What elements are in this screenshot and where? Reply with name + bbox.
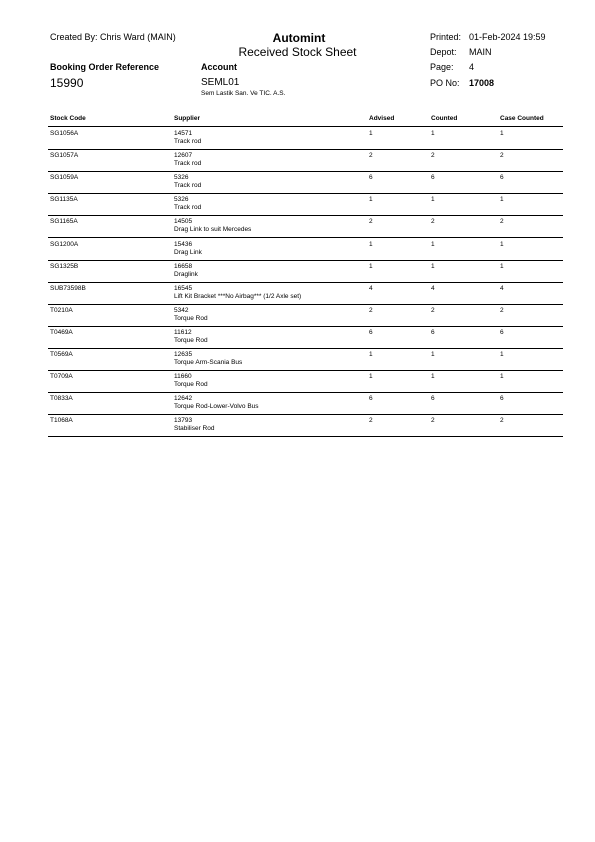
item-description: Torque Rod [174, 381, 208, 389]
stock-code: T0709A [50, 373, 73, 381]
item-description: Torque Rod [174, 336, 208, 344]
case-counted-qty: 1 [500, 262, 504, 270]
counted-qty: 1 [431, 373, 435, 381]
supplier-code: 15436 [174, 240, 193, 248]
counted-qty: 2 [431, 218, 435, 226]
item-description: Track rod [174, 160, 202, 168]
advised-qty: 2 [369, 306, 373, 314]
stock-code: SG1057A [50, 152, 79, 160]
case-counted-qty: 1 [500, 196, 504, 204]
table-row [48, 304, 563, 327]
stock-code: T0569A [50, 351, 73, 358]
table-header [48, 115, 563, 127]
table-row [48, 348, 563, 371]
case-counted-qty: 6 [500, 395, 504, 403]
counted-qty: 6 [431, 174, 435, 182]
document-title: Received Stock Sheet [238, 45, 357, 59]
counted-qty: 2 [431, 417, 435, 425]
item-description: Torque Arm-Scania Bus [174, 359, 243, 366]
counted-qty: 4 [431, 284, 435, 292]
stock-code: T0210A [50, 306, 73, 314]
counted-qty: 1 [431, 351, 435, 358]
case-counted-qty: 2 [500, 218, 504, 226]
supplier-code: 16545 [174, 284, 193, 292]
printed-value: 01-Feb-2024 19:59 [469, 32, 546, 42]
stock-code: SG1200A [50, 240, 79, 248]
counted-qty: 1 [431, 196, 435, 204]
item-description: Draglink [174, 270, 198, 278]
supplier-code: 12642 [174, 395, 193, 403]
advised-qty: 2 [369, 152, 373, 160]
item-description: Drag Link [174, 248, 202, 256]
table-row [48, 171, 563, 194]
case-counted-qty: 2 [500, 306, 504, 314]
item-description: Lift Kit Bracket ***No Airbag*** (1/2 Axle set) [174, 292, 302, 300]
case-counted-qty: 1 [500, 351, 504, 358]
advised-qty: 1 [369, 196, 373, 204]
supplier-code: 5342 [174, 306, 189, 314]
col-case-counted: Case Counted [500, 115, 544, 122]
account-label: Account [201, 62, 237, 72]
advised-qty: 1 [369, 351, 373, 358]
col-counted: Counted [431, 115, 458, 122]
stock-code: T0469A [50, 328, 73, 336]
created-by: Created By: Chris Ward (MAIN) [50, 32, 176, 42]
stock-code: SG1059A [50, 174, 79, 182]
counted-qty: 1 [431, 240, 435, 248]
item-description: Track rod [174, 182, 202, 190]
stock-code: T0833A [50, 395, 73, 403]
item-description: Track rod [174, 138, 202, 145]
booking-reference: 15990 [50, 76, 84, 90]
table-row [48, 370, 563, 393]
supplier-code: 12607 [174, 152, 193, 160]
counted-qty: 2 [431, 306, 435, 314]
case-counted-qty: 1 [500, 240, 504, 248]
advised-qty: 2 [369, 218, 373, 226]
page-label: Page: [430, 62, 454, 72]
table-row [48, 215, 563, 238]
depot-label: Depot: [430, 47, 457, 57]
printed-label: Printed: [430, 32, 462, 42]
case-counted-qty: 4 [500, 284, 504, 292]
supplier-code: 13793 [174, 417, 193, 425]
stock-code: SG1325B [50, 262, 79, 270]
table-row [48, 260, 563, 283]
counted-qty: 2 [431, 152, 435, 160]
account-name: Sem Lastik San. Ve TIC. A.S. [201, 90, 286, 97]
company-name: Automint [272, 31, 326, 45]
supplier-code: 14571 [174, 130, 193, 137]
case-counted-qty: 6 [500, 328, 504, 336]
po-number: 17008 [469, 78, 495, 88]
advised-qty: 4 [369, 284, 373, 292]
stock-code: SG1135A [50, 196, 78, 204]
advised-qty: 2 [369, 417, 373, 425]
item-description: Drag Link to suit Mercedes [174, 226, 252, 234]
advised-qty: 1 [369, 262, 373, 270]
case-counted-qty: 1 [500, 130, 504, 137]
stock-code: SUB73598B [50, 284, 86, 292]
advised-qty: 1 [369, 373, 373, 381]
table-row [48, 238, 563, 261]
item-description: Torque Rod-Lower-Volvo Bus [174, 403, 259, 411]
advised-qty: 1 [369, 130, 373, 137]
page-number: 4 [469, 62, 475, 72]
case-counted-qty: 1 [500, 373, 504, 381]
advised-qty: 1 [369, 240, 373, 248]
booking-label: Booking Order Reference [50, 62, 160, 72]
table-row [48, 326, 563, 349]
supplier-code: 11660 [174, 373, 192, 381]
counted-qty: 1 [431, 130, 435, 137]
case-counted-qty: 6 [500, 174, 504, 182]
table-row [48, 193, 563, 216]
table-row [48, 282, 563, 305]
stock-code: SG1165A [50, 218, 78, 226]
counted-qty: 1 [431, 262, 435, 270]
table-row [48, 392, 563, 415]
advised-qty: 6 [369, 328, 373, 336]
supplier-code: 16658 [174, 262, 193, 270]
supplier-code: 12635 [174, 351, 193, 358]
stock-code: T1068A [50, 417, 73, 425]
case-counted-qty: 2 [500, 417, 504, 425]
col-advised: Advised [369, 115, 395, 122]
depot-value: MAIN [469, 47, 492, 57]
case-counted-qty: 2 [500, 152, 504, 160]
col-supplier: Supplier [174, 115, 201, 122]
item-description: Stabiliser Rod [174, 425, 215, 433]
supplier-code: 5326 [174, 196, 189, 204]
supplier-code: 14505 [174, 218, 193, 226]
stock-code: SG1056A [50, 130, 79, 137]
po-label: PO No: [430, 78, 460, 88]
supplier-code: 5326 [174, 174, 189, 182]
counted-qty: 6 [431, 328, 435, 336]
advised-qty: 6 [369, 395, 373, 403]
advised-qty: 6 [369, 174, 373, 182]
supplier-code: 11612 [174, 328, 192, 336]
counted-qty: 6 [431, 395, 435, 403]
table-row [48, 149, 563, 172]
table-row [48, 127, 563, 150]
col-stock-code: Stock Code [50, 115, 86, 122]
table-row [48, 414, 563, 437]
account-code: SEML01 [201, 77, 240, 88]
item-description: Track rod [174, 204, 202, 212]
item-description: Torque Rod [174, 314, 208, 322]
